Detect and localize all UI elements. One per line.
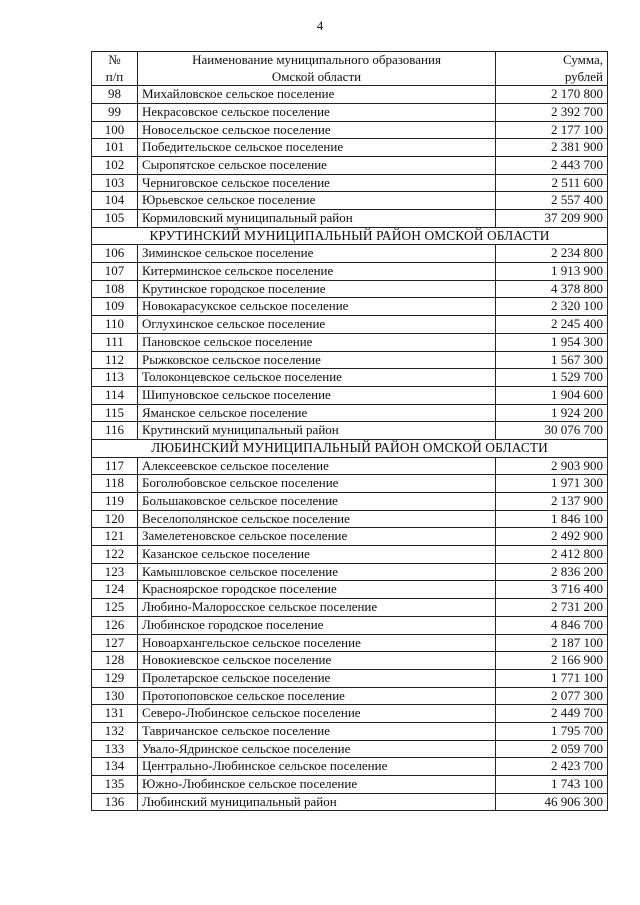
amount: 2 077 300	[496, 687, 608, 705]
municipality-name: Центрально-Любинское сельское поселение	[138, 758, 496, 776]
municipality-name: Северо-Любинское сельское поселение	[138, 705, 496, 723]
municipality-name: Увало-Ядринское сельское поселение	[138, 740, 496, 758]
table-row	[92, 634, 608, 652]
municipality-name: Некрасовское сельское поселение	[138, 103, 496, 121]
table-row	[92, 758, 608, 776]
amount: 1 846 100	[496, 510, 608, 528]
header-number-line2: п/п	[105, 68, 124, 84]
municipality-name: Толоконцевское сельское поселение	[138, 369, 496, 387]
page-number: 4	[316, 18, 324, 33]
row-number: 99	[92, 103, 138, 121]
row-number: 110	[92, 316, 138, 334]
table-row	[92, 793, 608, 811]
table-row	[92, 740, 608, 758]
amount: 2 492 900	[496, 528, 608, 546]
row-number: 113	[92, 369, 138, 387]
header-name-column	[138, 52, 496, 86]
row-number: 127	[92, 634, 138, 652]
row-number: 121	[92, 528, 138, 546]
row-number: 125	[92, 599, 138, 617]
row-number: 106	[92, 245, 138, 263]
row-number: 112	[92, 351, 138, 369]
table-row	[92, 599, 608, 617]
municipality-name: Оглухинское сельское поселение	[138, 316, 496, 334]
row-number: 133	[92, 740, 138, 758]
municipality-name: Любинский муниципальный район	[138, 793, 496, 811]
municipality-name: Крутинский муниципальный район	[138, 422, 496, 440]
table-row	[92, 174, 608, 192]
municipality-name: Боголюбовское сельское поселение	[138, 475, 496, 493]
row-number: 102	[92, 156, 138, 174]
row-number: 101	[92, 139, 138, 157]
municipality-name: Кормиловский муниципальный район	[138, 210, 496, 228]
amount: 1 924 200	[496, 404, 608, 422]
amount: 3 716 400	[496, 581, 608, 599]
table-row	[92, 581, 608, 599]
municipality-name: Южно-Любинское сельское поселение	[138, 776, 496, 794]
table-row	[92, 705, 608, 723]
row-number: 105	[92, 210, 138, 228]
amount: 1 795 700	[496, 722, 608, 740]
table-row	[92, 687, 608, 705]
row-number: 108	[92, 280, 138, 298]
row-number: 104	[92, 192, 138, 210]
municipality-name: Большаковское сельское поселение	[138, 493, 496, 511]
row-number: 107	[92, 263, 138, 281]
amount: 4 846 700	[496, 616, 608, 634]
amount: 46 906 300	[496, 793, 608, 811]
table-row	[92, 298, 608, 316]
municipality-name: Зиминское сельское поселение	[138, 245, 496, 263]
municipality-name: Протопоповское сельское поселение	[138, 687, 496, 705]
amount: 2 731 200	[496, 599, 608, 617]
table-row	[92, 404, 608, 422]
municipality-name: Рыжковское сельское поселение	[138, 351, 496, 369]
amount: 37 209 900	[496, 210, 608, 228]
row-number: 131	[92, 705, 138, 723]
municipality-name: Камышловское сельское поселение	[138, 563, 496, 581]
table-row	[92, 316, 608, 334]
row-number: 122	[92, 546, 138, 564]
row-number: 120	[92, 510, 138, 528]
municipality-name: Юрьевское сельское поселение	[138, 192, 496, 210]
municipality-name: Сыропятское сельское поселение	[138, 156, 496, 174]
table-row	[92, 386, 608, 404]
municipality-name: Новоархангельское сельское поселение	[138, 634, 496, 652]
table-row	[92, 457, 608, 475]
table-row	[92, 652, 608, 670]
table-row	[92, 475, 608, 493]
table-row	[92, 263, 608, 281]
table-row	[92, 510, 608, 528]
amount: 1 904 600	[496, 386, 608, 404]
table-row	[92, 139, 608, 157]
amount: 2 187 100	[496, 634, 608, 652]
table-row	[92, 245, 608, 263]
municipality-name: Любинское городское поселение	[138, 616, 496, 634]
row-number: 114	[92, 386, 138, 404]
header-sum-line2: рублей	[564, 68, 603, 84]
table-row	[92, 103, 608, 121]
amount: 1 743 100	[496, 776, 608, 794]
municipality-name: Веселополянское сельское поселение	[138, 510, 496, 528]
header-row	[92, 52, 608, 86]
amount: 1 771 100	[496, 669, 608, 687]
amount: 2 443 700	[496, 156, 608, 174]
municipality-name: Любино-Малоросское сельское поселение	[138, 599, 496, 617]
table-body	[92, 86, 608, 811]
table-row	[92, 333, 608, 351]
section-title: КРУТИНСКИЙ МУНИЦИПАЛЬНЫЙ РАЙОН ОМСКОЙ ОБЛАСТИ	[92, 227, 608, 245]
row-number: 132	[92, 722, 138, 740]
amount: 2 449 700	[496, 705, 608, 723]
section-title: ЛЮБИНСКИЙ МУНИЦИПАЛЬНЫЙ РАЙОН ОМСКОЙ ОБЛАСТИ	[92, 439, 608, 457]
table-row	[92, 776, 608, 794]
table-header	[92, 52, 608, 86]
amount: 2 177 100	[496, 121, 608, 139]
municipality-name: Алексеевское сельское поселение	[138, 457, 496, 475]
municipality-name: Красноярское городское поселение	[138, 581, 496, 599]
row-number: 136	[92, 793, 138, 811]
allocation-table	[91, 51, 608, 811]
section-header-row	[92, 227, 608, 245]
table-row	[92, 86, 608, 104]
header-sum-column	[496, 52, 608, 86]
row-number: 103	[92, 174, 138, 192]
row-number: 134	[92, 758, 138, 776]
municipality-name: Китерминское сельское поселение	[138, 263, 496, 281]
amount: 2 234 800	[496, 245, 608, 263]
table-row	[92, 351, 608, 369]
municipality-name: Тавричанское сельское поселение	[138, 722, 496, 740]
row-number: 128	[92, 652, 138, 670]
municipality-name: Победительское сельское поселение	[138, 139, 496, 157]
municipality-name: Казанское сельское поселение	[138, 546, 496, 564]
table-row	[92, 563, 608, 581]
row-number: 98	[92, 86, 138, 104]
row-number: 116	[92, 422, 138, 440]
amount: 2 557 400	[496, 192, 608, 210]
municipality-name: Пролетарское сельское поселение	[138, 669, 496, 687]
municipality-name: Черниговское сельское поселение	[138, 174, 496, 192]
row-number: 135	[92, 776, 138, 794]
municipality-name: Замелетеновское сельское поселение	[138, 528, 496, 546]
row-number: 115	[92, 404, 138, 422]
row-number: 130	[92, 687, 138, 705]
row-number: 111	[92, 333, 138, 351]
amount: 2 166 900	[496, 652, 608, 670]
row-number: 109	[92, 298, 138, 316]
table-row	[92, 669, 608, 687]
amount: 2 137 900	[496, 493, 608, 511]
row-number: 118	[92, 475, 138, 493]
amount: 1 971 300	[496, 475, 608, 493]
section-header-row	[92, 439, 608, 457]
amount: 2 903 900	[496, 457, 608, 475]
amount: 1 529 700	[496, 369, 608, 387]
row-number: 124	[92, 581, 138, 599]
amount: 2 170 800	[496, 86, 608, 104]
row-number: 119	[92, 493, 138, 511]
municipality-name: Новокарасукское сельское поселение	[138, 298, 496, 316]
amount: 4 378 800	[496, 280, 608, 298]
amount: 2 320 100	[496, 298, 608, 316]
table-row	[92, 192, 608, 210]
municipality-name: Яманское сельское поселение	[138, 404, 496, 422]
row-number: 129	[92, 669, 138, 687]
municipality-name: Михайловское сельское поселение	[138, 86, 496, 104]
table-row	[92, 369, 608, 387]
amount: 2 245 400	[496, 316, 608, 334]
amount: 2 412 800	[496, 546, 608, 564]
table-row	[92, 493, 608, 511]
table-row	[92, 546, 608, 564]
table-row	[92, 156, 608, 174]
municipality-name: Крутинское городское поселение	[138, 280, 496, 298]
row-number: 126	[92, 616, 138, 634]
municipality-name: Новокиевское сельское поселение	[138, 652, 496, 670]
table-row	[92, 722, 608, 740]
amount: 2 511 600	[496, 174, 608, 192]
row-number: 123	[92, 563, 138, 581]
amount: 1 913 900	[496, 263, 608, 281]
table-row	[92, 210, 608, 228]
table-row	[92, 616, 608, 634]
amount: 30 076 700	[496, 422, 608, 440]
municipality-name: Шипуновское сельское поселение	[138, 386, 496, 404]
row-number: 100	[92, 121, 138, 139]
header-name-line1: Наименование муниципального образования	[192, 52, 441, 67]
header-number-column	[92, 52, 138, 86]
municipality-name: Пановское сельское поселение	[138, 333, 496, 351]
amount: 2 836 200	[496, 563, 608, 581]
header-name-line2: Омской области	[271, 68, 362, 84]
row-number: 117	[92, 457, 138, 475]
municipality-name: Новосельское сельское поселение	[138, 121, 496, 139]
table-row	[92, 422, 608, 440]
amount: 2 392 700	[496, 103, 608, 121]
header-sum-line1: Сумма,	[562, 52, 603, 67]
table-row	[92, 280, 608, 298]
header-number-line1: №	[108, 52, 121, 67]
amount: 1 954 300	[496, 333, 608, 351]
table-row	[92, 528, 608, 546]
table-row	[92, 121, 608, 139]
amount: 2 381 900	[496, 139, 608, 157]
amount: 2 059 700	[496, 740, 608, 758]
amount: 2 423 700	[496, 758, 608, 776]
amount: 1 567 300	[496, 351, 608, 369]
